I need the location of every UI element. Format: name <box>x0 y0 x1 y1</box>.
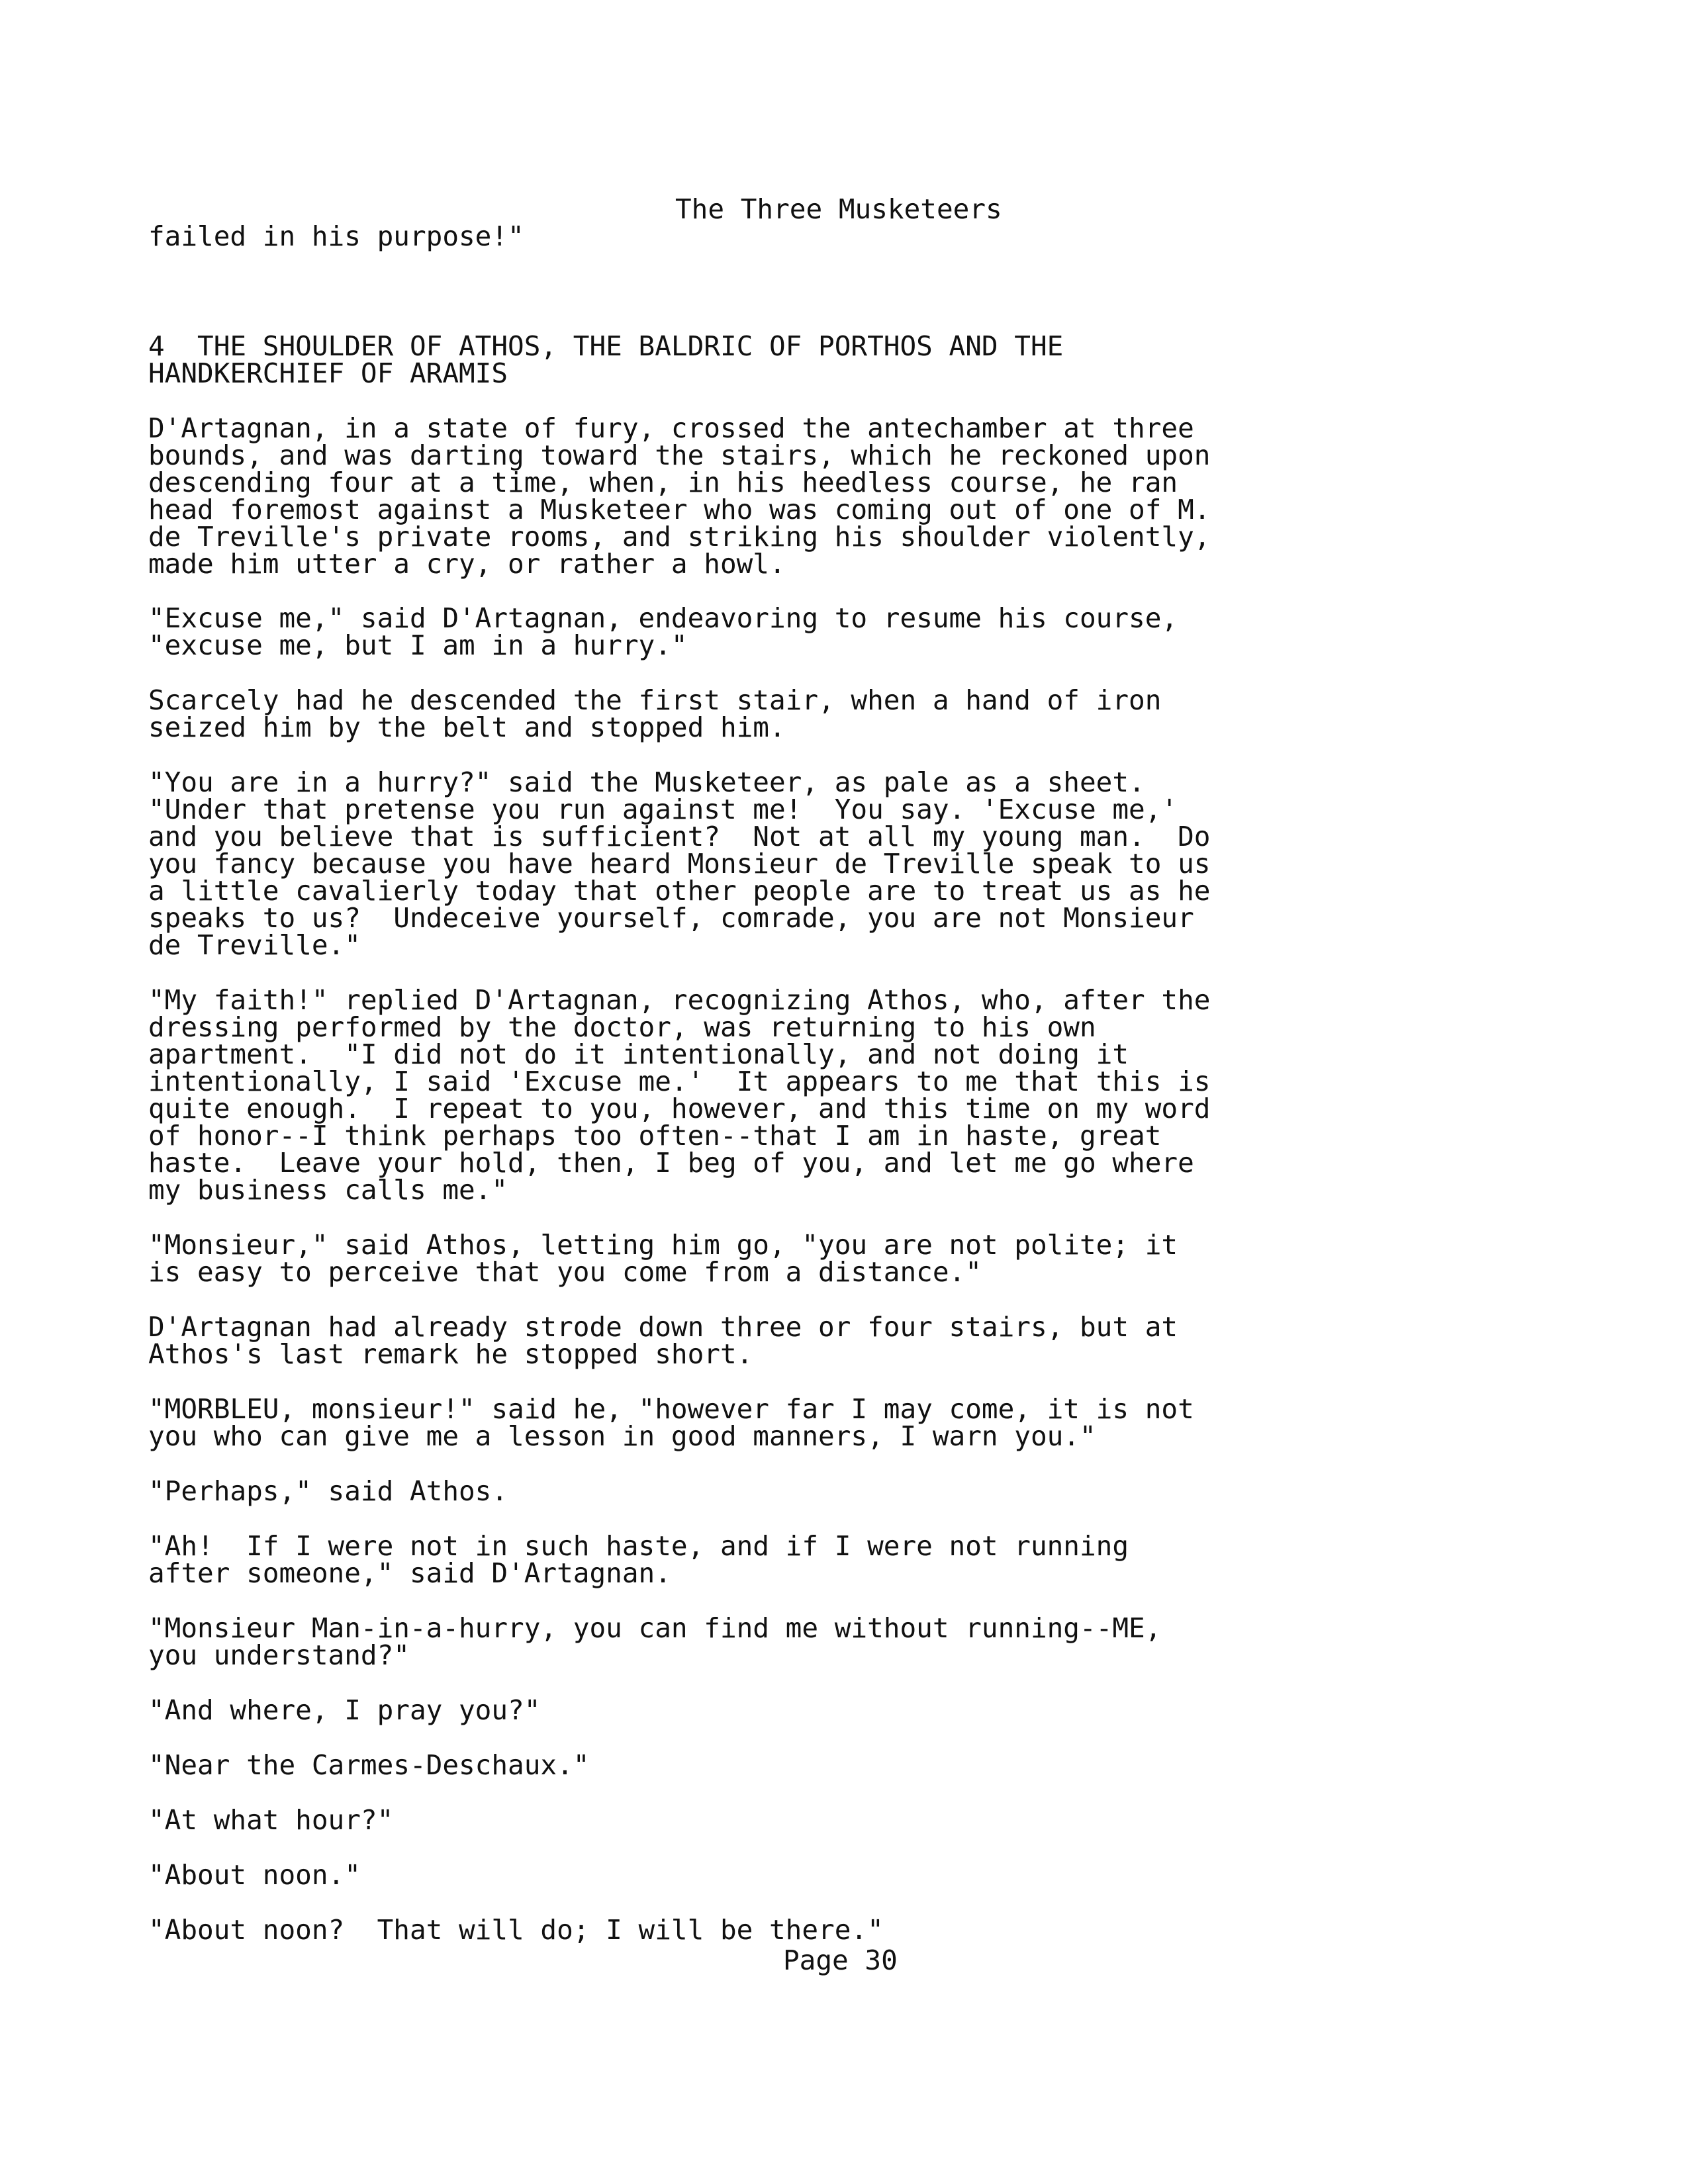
text-line: "About noon? That will do; I will be there." <box>148 1914 884 1946</box>
text-line: dressing performed by the doctor, was returning to his own <box>148 1011 1096 1043</box>
text-line: "excuse me, but I am in a hurry." <box>148 629 688 661</box>
text-line: seized him by the belt and stopped him. <box>148 711 786 743</box>
text-line: Scarcely had he descended the first stair, when a hand of iron <box>148 684 1162 716</box>
text-line: failed in his purpose!" <box>148 220 524 252</box>
text-line: Athos's last remark he stopped short. <box>148 1338 753 1370</box>
text-line: my business calls me." <box>148 1174 508 1206</box>
text-line: apartment. "I did not do it intentionally, and not doing it <box>148 1038 1129 1070</box>
text-line: "Monsieur," said Athos, letting him go, "you are not polite; it <box>148 1229 1178 1261</box>
text-line: quite enough. I repeat to you, however, and this time on my word <box>148 1093 1211 1124</box>
text-line: "And where, I pray you?" <box>148 1694 541 1726</box>
text-line: "Monsieur Man-in-a-hurry, you can find me without running--ME, <box>148 1612 1162 1644</box>
text-line: "Ah! If I were not in such haste, and if I were not running <box>148 1530 1129 1562</box>
text-line: intentionally, I said 'Excuse me.' It appears to me that this is <box>148 1066 1211 1097</box>
text-line: you fancy because you have heard Monsieur de Treville speak to us <box>148 848 1211 880</box>
text-line: "About noon." <box>148 1859 361 1891</box>
text-line: a little cavalierly today that other people are to treat us as he <box>148 875 1211 907</box>
text-line: "My faith!" replied D'Artagnan, recognizing Athos, who, after the <box>148 984 1211 1016</box>
text-line: "MORBLEU, monsieur!" said he, "however far I may come, it is not <box>148 1393 1194 1425</box>
text-line: you understand?" <box>148 1639 410 1671</box>
text-line: D'Artagnan, in a state of fury, crossed the antechamber at three <box>148 412 1194 444</box>
text-line: descending four at a time, when, in his heedless course, he ran <box>148 467 1178 498</box>
chapter-heading-line: HANDKERCHIEF OF ARAMIS <box>148 357 508 389</box>
text-line: D'Artagnan had already strode down three or four stairs, but at <box>148 1311 1178 1343</box>
text-line: after someone," said D'Artagnan. <box>148 1557 671 1589</box>
running-header: The Three Musketeers <box>675 193 1002 225</box>
text-line: made him utter a cry, or rather a howl. <box>148 548 786 580</box>
text-line: you who can give me a lesson in good manners, I warn you." <box>148 1420 1096 1452</box>
text-line: bounds, and was darting toward the stairs, which he reckoned upon <box>148 439 1211 471</box>
text-line: de Treville's private rooms, and striking his shoulder violently, <box>148 521 1211 553</box>
text-line: head foremost against a Musketeer who was coming out of one of M. <box>148 494 1211 525</box>
text-line: "Under that pretense you run against me! You say. 'Excuse me,' <box>148 794 1178 825</box>
text-line: speaks to us? Undeceive yourself, comrade, you are not Monsieur <box>148 902 1194 934</box>
text-line: "Excuse me," said D'Artagnan, endeavoring to resume his course, <box>148 602 1178 634</box>
text-line: "At what hour?" <box>148 1804 394 1836</box>
text-line: "Perhaps," said Athos. <box>148 1475 508 1507</box>
text-line: of honor--I think perhaps too often--that I am in haste, great <box>148 1120 1162 1152</box>
text-line: haste. Leave your hold, then, I beg of you, and let me go where <box>148 1147 1194 1179</box>
text-line: is easy to perceive that you come from a distance." <box>148 1256 982 1288</box>
chapter-heading-line: 4 THE SHOULDER OF ATHOS, THE BALDRIC OF PORTHOS AND THE <box>148 330 1064 362</box>
text-line: de Treville." <box>148 929 361 961</box>
text-line: "You are in a hurry?" said the Musketeer, as pale as a sheet. <box>148 766 1145 798</box>
text-line: and you believe that is sufficient? Not at all my young man. Do <box>148 821 1211 852</box>
text-line: "Near the Carmes-Deschaux." <box>148 1749 590 1781</box>
page-number: Page 30 <box>783 1944 898 1976</box>
